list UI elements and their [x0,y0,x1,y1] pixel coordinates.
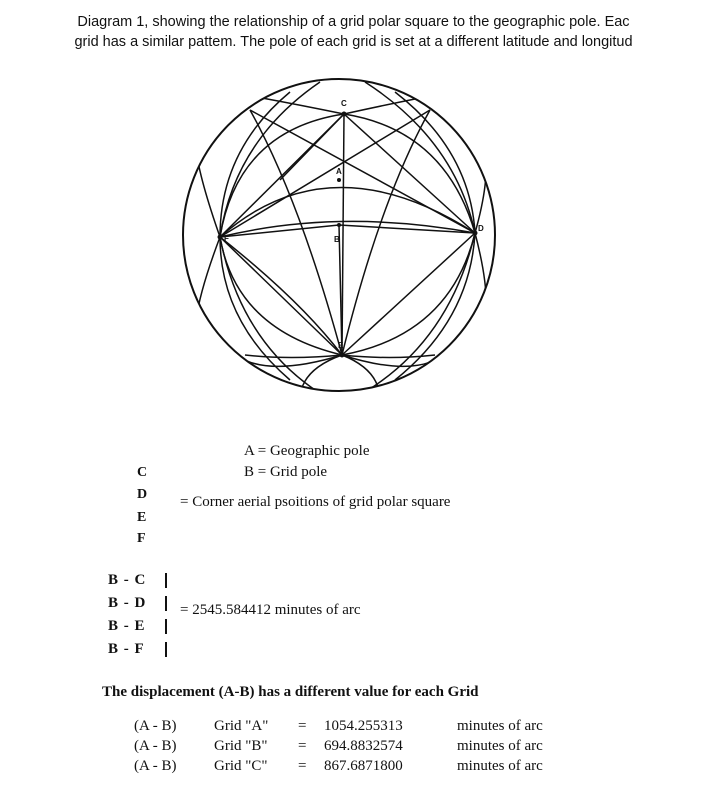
corner-letter-f: F [137,531,146,546]
point-f [218,235,223,240]
caption-line-2: grid has a similar pattem. The pole of each grid is set at a different latitude and longitud [74,34,633,50]
arc-e-right-2 [342,355,380,400]
row-3-value: 867.6871800 [324,758,403,774]
row-3-unit: minutes of arc [457,758,543,774]
distance-label-bf: B - F [108,641,145,657]
label-e: E [338,341,344,350]
line-c-e [342,114,344,355]
divider-bar-3 [165,619,167,634]
row-2-pair: (A - B) [134,738,177,754]
label-f: F [224,234,229,243]
row-2-value: 694.8832574 [324,738,403,754]
arc-f-top-2 [220,82,320,237]
x-line-4 [342,233,475,355]
arc-f-left-2 [196,237,220,320]
point-e [340,353,345,358]
row-1-grid: Grid "A" [214,718,269,734]
label-d: D [478,224,484,233]
arc-d-top-2 [365,82,475,233]
distance-value: = 2545.584412 minutes of arc [180,602,361,618]
point-a [337,178,341,182]
row-1-eq: = [298,718,307,734]
legend-b-line: B = Grid pole [244,464,328,480]
divider-bar-2 [165,596,167,611]
row-3-pair: (A - B) [134,758,177,774]
x-line-2 [220,110,430,237]
arc-c-right [344,98,420,114]
row-1-pair: (A - B) [134,718,177,734]
point-d [473,231,478,236]
row-2-grid: Grid "B" [214,738,268,754]
distance-label-bc: B - C [108,572,147,588]
displacement-heading: The displacement (A-B) has a different value for each Grid [102,684,479,700]
arc-e-left-2 [300,355,342,400]
corner-letter-e: E [137,510,147,525]
corner-positions-text: = Corner aerial psoitions of grid polar square [180,494,451,510]
legend-a-line: A = Geographic pole [244,443,370,459]
divider-bar-1 [165,573,167,588]
x-line-1 [250,110,475,233]
divider-bar-4 [165,642,167,657]
distance-label-be: B - E [108,618,146,634]
row-2-eq: = [298,738,307,754]
row-3-grid: Grid "C" [214,758,268,774]
label-a: A [336,167,342,176]
diag-b-e [339,225,342,355]
point-c [342,112,347,117]
corner-letter-d: D [137,487,148,502]
arc-f-b-d [220,221,475,237]
arc-f-bottom-2 [220,237,318,392]
row-2-unit: minutes of arc [457,738,543,754]
arc-e-left-1 [245,355,342,358]
corner-letter-c: C [137,465,148,480]
label-c: C [341,99,347,108]
point-b [337,223,341,227]
row-3-eq: = [298,758,307,774]
distance-label-bd: B - D [108,595,147,611]
x-line-8 [342,110,430,355]
label-b: B [334,235,340,244]
row-1-value: 1054.255313 [324,718,403,734]
caption-line-1: Diagram 1, showing the relationship of a grid polar square to the geographic pole. Eac [77,14,630,30]
row-1-unit: minutes of arc [457,718,543,734]
